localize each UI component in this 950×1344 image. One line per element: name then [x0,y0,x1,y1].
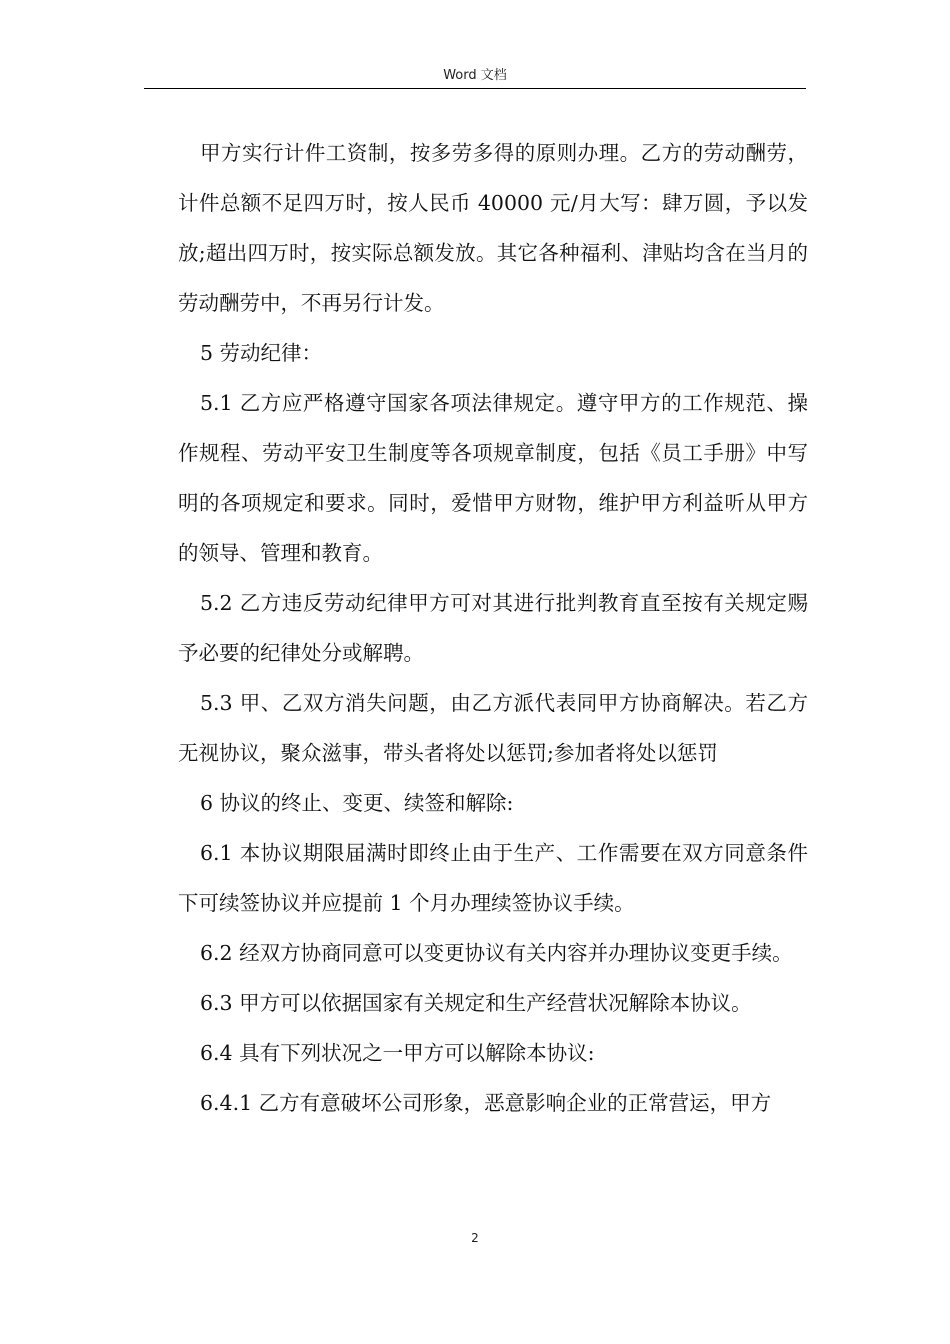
paragraph-6-1: 6.1 本协议期限届满时即终止由于生产、工作需要在双方同意条件下可续签协议并应提前 1 个月办理续签协议手续。 [178,841,808,915]
paragraph-5-1: 5.1 乙方应严格遵守国家各项法律规定。遵守甲方的工作规范、操作规程、劳动平安卫生制度等各项规章制度，包括《员工手册》中写明的各项规定和要求。同时，爱惜甲方财物，维护甲方利益听从甲方的领导、管理和教育。 [178,391,808,565]
header-divider [144,88,806,89]
paragraph-5-2: 5.2 乙方违反劳动纪律甲方可对其进行批判教育直至按有关规定赐予必要的纪律处分或解聘。 [178,591,808,665]
paragraph-6-4-1: 6.4.1 乙方有意破坏公司形象，恶意影响企业的正常营运，甲方 [200,1091,772,1115]
page-number: 2 [471,1231,479,1245]
page-header: Word 文档 [443,68,507,83]
paragraph-6-4: 6.4 具有下列状况之一甲方可以解除本协议: [200,1041,595,1065]
paragraph-6-3: 6.3 甲方可以依据国家有关规定和生产经营状况解除本协议。 [200,991,752,1015]
paragraph-section-5-heading: 5 劳动纪律： [200,341,323,365]
paragraph-section-6-heading: 6 协议的终止、变更、续签和解除: [200,791,514,815]
paragraph-5-3: 5.3 甲、乙双方消失问题，由乙方派代表同甲方协商解决。若乙方无视协议，聚众滋事，带头者将处以惩罚;参加者将处以惩罚 [178,691,808,765]
paragraph-wage-system: 甲方实行计件工资制，按多劳多得的原则办理。乙方的劳动酬劳，计件总额不足四万时，按人民币 40000 元/月大写：肆万圆，予以发放;超出四万时，按实际总额发放。其它各种福利、津贴均含在当月的劳动酬劳中，不再另行计发。 [178,141,808,315]
document-body [178,128,808,1128]
paragraph-6-2: 6.2 经双方协商同意可以变更协议有关内容并办理协议变更手续。 [200,941,793,965]
